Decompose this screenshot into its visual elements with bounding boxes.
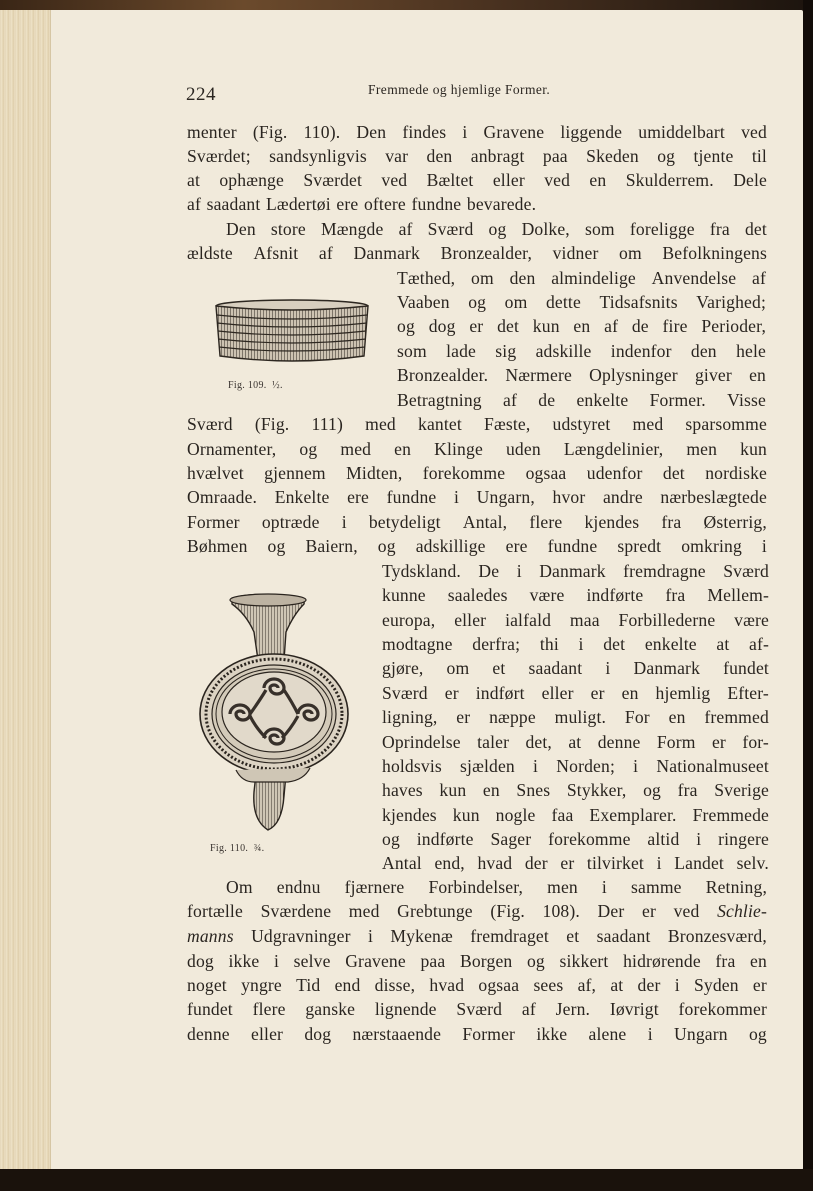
- text-line: Tæthed, om den almindelige Anvendelse af: [397, 268, 766, 288]
- figure-110-caption: Fig. 110. ¾.: [210, 843, 265, 854]
- text-line: Ornamenter, og med en Klinge uden Længdelinier, men kun: [187, 439, 767, 459]
- text-line: denne eller dog nærstaaende Former ikke alene i Ungarn og: [187, 1024, 767, 1044]
- text-line: fundet flere ganske lignende Sværd af Jern. Iøvrigt forekommer: [187, 999, 767, 1019]
- text-line: ældste Afsnit af Danmark Bronzealder, vidner om Befolkningens: [187, 243, 767, 263]
- text-line: Den store Mængde af Sværd og Dolke, som foreligge fra det: [226, 219, 767, 239]
- text-line: at ophænge Sværdet ved Bæltet eller ved en Skulderrem. Dele: [187, 170, 767, 190]
- text-line: menter (Fig. 110). Den findes i Gravene liggende umiddelbart ved: [187, 122, 767, 142]
- page-number: 224: [186, 84, 216, 105]
- text-line: ligning, er næppe muligt. For en fremmed: [382, 707, 769, 727]
- text-line: holdsvis sjælden i Norden; i Nationalmuseet: [382, 756, 769, 776]
- text-line: Sværdet; sandsynligvis var den anbragt paa Skeden og tjente til: [187, 146, 767, 166]
- text-line: fortælle Sværdene med Grebtunge (Fig. 108). Der er ved Schlie-: [187, 901, 767, 921]
- text-line: kjendes kun nogle faa Exemplarer. Fremmede: [382, 805, 769, 825]
- text-line: Bronzealder. Nærmere Oplysninger giver en: [397, 365, 766, 385]
- running-head: Fremmede og hjemlige Former.: [368, 82, 551, 97]
- text-line: Tydskland. De i Danmark fremdragne Sværd: [382, 561, 769, 581]
- text-line: Antal end, hvad der er tilvirket i Landet selv.: [382, 853, 769, 873]
- text-line: manns Udgravninger i Mykenæ fremdraget et saadant Bronzesværd,: [187, 926, 767, 946]
- text-line: som lade sig adskille indenfor den hele: [397, 341, 766, 361]
- text-line: modtagne derfra; thi i det enkelte at af-: [382, 634, 769, 654]
- text-line: Omraade. Enkelte ere fundne i Ungarn, hvor andre nærbeslægtede: [187, 487, 767, 507]
- text-line: Sværd (Fig. 111) med kantet Fæste, udstyret med sparsomme: [187, 414, 767, 434]
- figure-109-illustration: [212, 298, 372, 366]
- text-line: Former optræde i betydeligt Antal, flere kjendes fra Østerrig,: [187, 512, 767, 532]
- text-line: og indførte Sager forekomme altid i ringere: [382, 829, 769, 849]
- text-line: Vaaben og om dette Tidsafsnits Varighed;: [397, 292, 766, 312]
- figure-109-caption: Fig. 109. ½.: [228, 380, 283, 391]
- text-line: gjøre, om et saadant i Danmark fundet: [382, 658, 769, 678]
- text-line: Oprindelse taler det, at denne Form er for-: [382, 732, 769, 752]
- text-line: europa, eller ialfald maa Forbillederne være: [382, 610, 769, 630]
- page-block-edge: [0, 10, 51, 1170]
- book-bottom-edge: [0, 1169, 813, 1191]
- text-line: og dog er det kun en af de fire Perioder,: [397, 316, 766, 336]
- text-line: kunne saaledes være indførte fra Mellem-: [382, 585, 769, 605]
- text-line: Bøhmen og Baiern, og adskillige ere fundne spredt omkring i: [187, 536, 767, 556]
- text-line: hvælvet gjennem Midten, forekomme ogsaa udenfor det nordiske: [187, 463, 767, 483]
- text-line: Betragtning af de enkelte Former. Visse: [397, 390, 766, 410]
- text-line: Om endnu fjærnere Forbindelser, men i samme Retning,: [226, 877, 767, 897]
- book-right-edge: [803, 0, 813, 1191]
- figure-110-illustration: [196, 592, 356, 837]
- text-line: dog ikke i selve Gravene paa Borgen og sikkert hidrørende fra en: [187, 951, 767, 971]
- text-line: af saadant Lædertøi ere oftere fundne bevarede.: [187, 194, 537, 214]
- text-line: noget yngre Tid end disse, hvad ogsaa sees af, at der i Syden er: [187, 975, 767, 995]
- text-line: haves kun en Snes Stykker, og fra Sverige: [382, 780, 769, 800]
- text-line: Sværd er indført eller er en hjemlig Efter-: [382, 683, 769, 703]
